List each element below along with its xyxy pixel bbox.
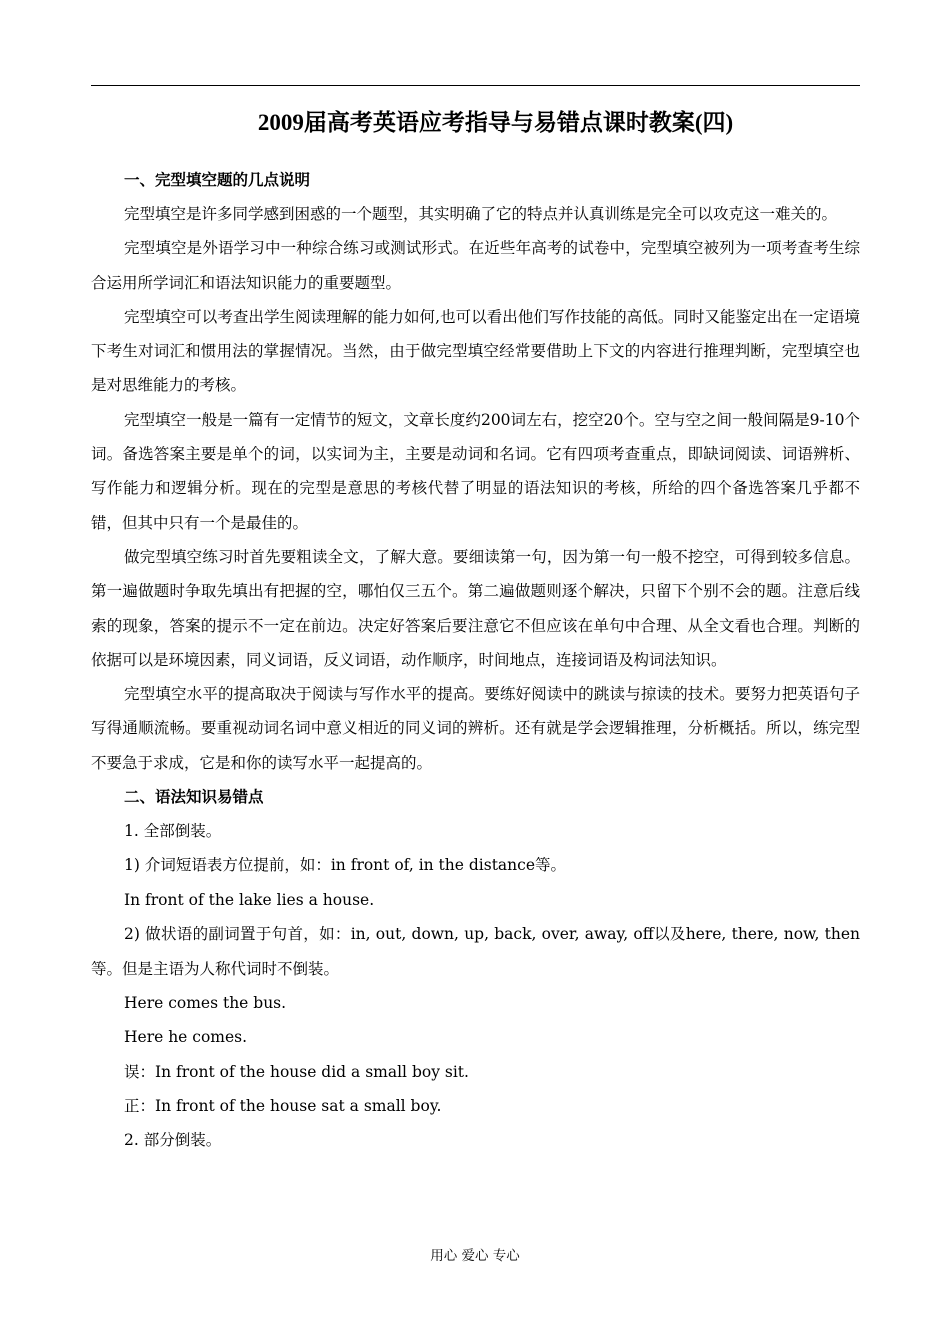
list-item: 2. 部分倒装。 (124, 1131, 222, 1150)
list-item: 1. 全部倒装。 (124, 822, 222, 841)
paragraph: 完型填空可以考查出学生阅读理解的能力如何,也可以看出他们写作技能的高低。同时又能鉴定出在一定语境下考生对词汇和惯用法的掌握情况。当然，由于做完型填空经常要借助上下文的内容进行推理判断，完型填空也是对思维能力的考核。 (91, 307, 860, 395)
example-sentence: Here comes the bus. (124, 993, 287, 1012)
list-item: 1) 介词短语表方位提前，如：in front of, in the distance等。 (124, 856, 567, 875)
wrong-example: 误：In front of the house did a small boy sit. (124, 1062, 469, 1081)
header-rule (91, 85, 860, 86)
example-sentence: Here he comes. (124, 1028, 248, 1047)
paragraph: 完型填空是许多同学感到困惑的一个题型，其实明确了它的特点并认真训练是完全可以攻克这一难关的。 (124, 205, 838, 223)
section-heading: 二、语法知识易错点 (124, 787, 264, 807)
document-body (91, 103, 860, 1158)
paragraph: 完型填空是外语学习中一种综合练习或测试形式。在近些年高考的试卷中，完型填空被列为一项考查考生综合运用所学词汇和语法知识能力的重要题型。 (91, 239, 860, 292)
example-sentence: In front of the lake lies a house. (124, 890, 375, 909)
correct-example: 正：In front of the house sat a small boy. (124, 1097, 442, 1116)
section-heading: 一、完型填空题的几点说明 (124, 170, 311, 189)
page-footer: 用心 爱心 专心 (430, 1248, 520, 1264)
paragraph: 完型填空水平的提高取决于阅读与写作水平的提高。要练好阅读中的跳读与掠读的技术。要努力把英语句子写得通顺流畅。要重视动词名词中意义相近的同义词的辨析。还有就是学会逻辑推理，分析概括。所以，练完型不要急于求成，它是和你的读写水平一起提高的。 (91, 685, 860, 772)
document-title: 2009届高考英语应考指导与易错点课时教案(四) (257, 110, 734, 135)
paragraph: 做完型填空练习时首先要粗读全文，了解大意。要细读第一句，因为第一句一般不挖空，可得到较多信息。第一遍做题时争取先填出有把握的空，哪怕仅三五个。第二遍做题则逐个解决，只留下个别不会的题。注意后线索的现象，答案的提示不一定在前边。决定好答案后要注意它不但应该在单句中合理、从全文看也合理。判断的依据可以是环境因素，同义词语，反义词语，动作顺序，时间地点，连接词语及构词法知识。 (91, 547, 860, 669)
list-item: 2) 做状语的副词置于句首，如：in, out, down, up, back, over, away, off以及here, there, now, then等。但是主语为人称代词时不倒装。 (91, 925, 860, 978)
paragraph: 完型填空一般是一篇有一定情节的短文，文章长度约200词左右，挖空20个。空与空之间一般间隔是9-10个词。备选答案主要是单个的词，以实词为主，主要是动词和名词。它有四项考查重点，即缺词阅读、词语辨析、写作能力和逻辑分析。现在的完型是意思的考核代替了明显的语法知识的考核，所给的四个备选答案几乎都不错，但其中只有一个是最佳的。 (91, 410, 860, 532)
